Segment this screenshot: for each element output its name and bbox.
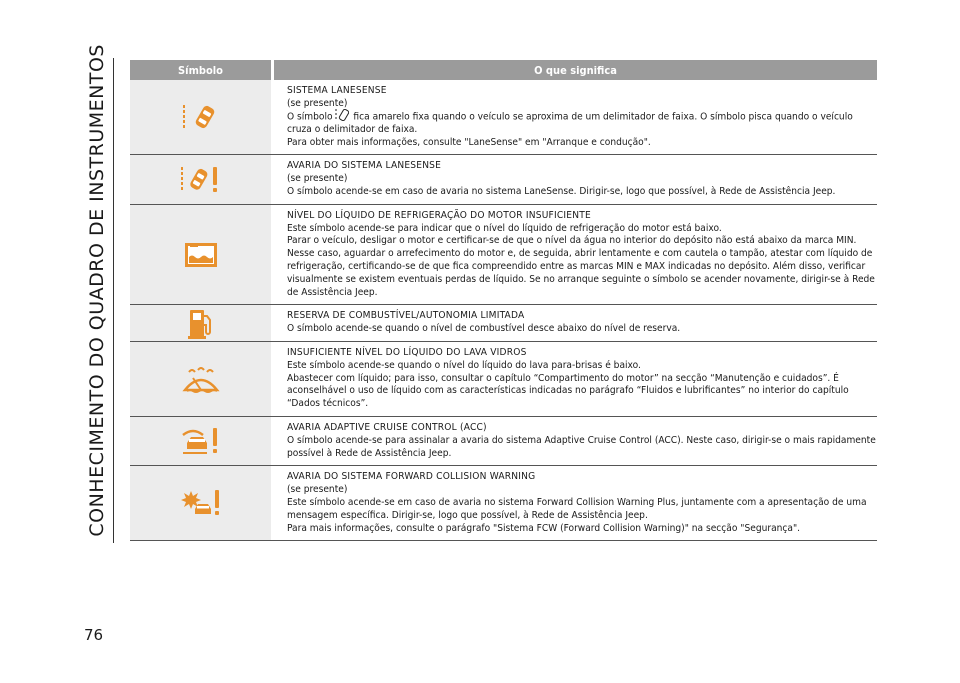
- meaning-cell: [274, 155, 877, 203]
- fuel-pump-icon: [188, 307, 214, 339]
- table-row: [130, 205, 877, 306]
- table-header: [130, 60, 877, 80]
- lanesense-inline-icon: [335, 108, 349, 122]
- row-title: INSUFICIENTE NÍVEL DO LÍQUIDO DO LAVA VIDROS: [287, 347, 527, 359]
- table-row: [130, 466, 877, 541]
- row-extra: Parar o veículo, desligar o motor e certificar-se de que o nível da água no interior do depósito não está abaixo da marca MIN. Nesse caso, aguardar o arrefecimento do motor e, de seguida, abrir lentamente e com cautela o tampão, atestar com líquido de refrigeração, certificando-se de que fica compreendido entre as marcas MIN e MAX indicadas no depósito. Além disso, verificar visualmente se existem eventuais perdas de líquido. Se no arranque seguinte o símbolo se acender novamente, dirigir-se à Rede de Assistência Jeep.: [287, 235, 875, 298]
- meaning-cell: [274, 205, 877, 305]
- header-symbol: Símbolo: [130, 60, 271, 80]
- washer-fluid-icon: [181, 364, 221, 394]
- meaning-cell: [274, 342, 877, 416]
- row-title: AVARIA DO SISTEMA LANESENSE: [287, 160, 442, 172]
- symbol-cell: [130, 342, 271, 416]
- row-subtitle: (se presente): [287, 484, 348, 496]
- row-extra: Para obter mais informações, consulte "LaneSense" em "Arranque e condução".: [287, 136, 651, 148]
- fcw-fault-icon: [179, 487, 223, 519]
- symbol-cell: [130, 417, 271, 465]
- row-title: AVARIA ADAPTIVE CRUISE CONTROL (ACC): [287, 422, 487, 434]
- row-description: O símbolo fica amarelo fixa quando o veículo se aproxima de um delimitador de faixa. O símbolo pisca quando o veículo cruza o delimitador de faixa.: [287, 111, 877, 137]
- row-description: Este símbolo acende-se em caso de avaria no sistema Forward Collision Warning Plus, juntamente com a apresentação de uma mensagem específica. Dirigir-se, logo que possível, à Rede de Assistência Jeep.: [287, 497, 867, 521]
- symbol-cell: [130, 205, 271, 305]
- table-row: [130, 80, 877, 155]
- row-description: O símbolo acende-se quando o nível de combustível desce abaixo do nível de reserva.: [287, 323, 681, 335]
- acc-fault-icon: [179, 425, 223, 457]
- row-title: AVARIA DO SISTEMA FORWARD COLLISION WARNING: [287, 471, 536, 483]
- row-subtitle: (se presente): [287, 97, 348, 109]
- row-extra: Para mais informações, consulte o parágrafo "Sistema FCW (Forward Collision Warning)" na secção "Segurança".: [287, 522, 801, 534]
- row-title: NÍVEL DO LÍQUIDO DE REFRIGERAÇÃO DO MOTOR INSUFICIENTE: [287, 209, 591, 221]
- table-row: [130, 417, 877, 466]
- header-meaning: O que significa: [274, 60, 877, 80]
- row-subtitle: (se presente): [287, 173, 348, 185]
- meaning-cell: [274, 466, 877, 540]
- table-row: [130, 342, 877, 417]
- symbol-cell: [130, 80, 271, 154]
- meaning-cell: [274, 417, 877, 465]
- warning-lights-table: [130, 60, 877, 541]
- row-description: O símbolo acende-se em caso de avaria no sistema LaneSense. Dirigir-se, logo que possível, à Rede de Assistência Jeep.: [287, 186, 836, 198]
- table-row: [130, 305, 877, 342]
- coolant-level-icon: [183, 241, 219, 269]
- chapter-side-title: CONHECIMENTO DO QUADRO DE INSTRUMENTOS: [86, 43, 108, 537]
- symbol-cell: [130, 466, 271, 540]
- symbol-cell: [130, 155, 271, 203]
- table-row: [130, 155, 877, 204]
- page-number: 76: [84, 626, 104, 644]
- chapter-divider: [113, 58, 114, 543]
- row-description: Este símbolo acende-se quando o nível do líquido do lava para-brisas é baixo.: [287, 359, 641, 371]
- row-description: O símbolo acende-se para assinalar a avaria do sistema Adaptive Cruise Control (ACC). Neste caso, dirigir-se o mais rapidamente possível à Rede de Assistência Jeep.: [287, 434, 876, 459]
- symbol-cell: [130, 305, 271, 341]
- lanesense-icon: [181, 102, 221, 132]
- meaning-cell: [274, 305, 877, 341]
- row-description: Este símbolo acende-se para indicar que o nível do líquido de refrigeração do motor está baixo.: [287, 222, 722, 234]
- lanesense-fault-icon: [179, 164, 223, 196]
- row-title: RESERVA DE COMBUSTÍVEL/AUTONOMIA LIMITADA: [287, 310, 525, 322]
- row-title: SISTEMA LANESENSE: [287, 85, 387, 96]
- row-extra: Abastecer com líquido; para isso, consultar o capítulo “Compartimento do motor” na secção “Manutenção e cuidados”. É aconselhável o uso de líquido com as características indicadas no parágrafo “Fluidos e lubrificantes” no interior do capítulo “Dados técnicos”.: [287, 372, 849, 410]
- meaning-cell: [274, 80, 877, 154]
